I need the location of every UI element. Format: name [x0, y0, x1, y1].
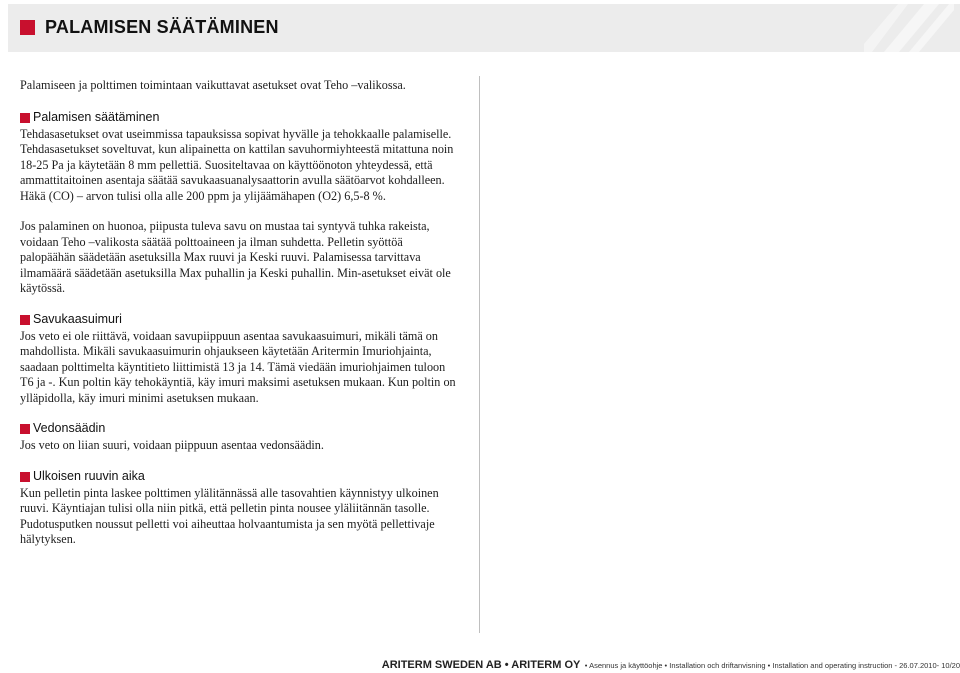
section-heading — [20, 312, 460, 328]
section-vedonsaadin — [20, 421, 460, 454]
section-ulkoisen-ruuvin-aika — [20, 469, 460, 548]
section-title: Vedonsäädin — [33, 421, 106, 436]
body-paragraph: Jos palaminen on huonoa, piipusta tuleva savu on mustaa tai syntyvä tuhka rakeista, voidaan Teho –valikosta säätää polttoaineen ja ilman suhdetta. Pelletin syöttöä palopäähän säädetään asetuksilla Max ruuvi ja Keski ruuvi. Palamisessa tarvittava ilmamäärä säädetään asetuksilla Max puhallin ja Keski puhallin. Min-asetukset eivät ole käytössä. — [20, 219, 451, 295]
section-heading — [20, 421, 460, 437]
header-red-square-icon — [20, 20, 35, 35]
section-savukaasuimuri — [20, 312, 460, 407]
footer-brand: ARITERM SWEDEN AB • ARITERM OY — [381, 659, 581, 671]
watermark-logo-icon — [864, 4, 954, 52]
red-square-icon — [20, 315, 30, 325]
body-paragraph: Tehdasasetukset ovat useimmissa tapauksissa sopivat hyvälle ja tehokkaalle palamiselle. Tehdasasetukset soveltuvat, kun alipainetta on kattilan savuhormiyhteestä mitattuna noin 18-25 Pa ja käytetään 8 mm pellettiä. Suositeltavaa on käyttöönoton yhteydessä, että ammattitaitoinen asentaja säätää savukaasuanalysaattorin avulla säätöarvot kohdalleen. Häkä (CO) – arvon tulisi olla alle 200 ppm ja ylijäämähapen (O2) 6,5-8 %. — [20, 126, 454, 203]
intro-paragraph: Palamiseen ja polttimen toimintaan vaikuttavat asetukset ovat Teho –valikossa. — [20, 78, 406, 92]
page-footer — [0, 655, 960, 671]
section-heading — [20, 469, 460, 485]
page-title: PALAMISEN SÄÄTÄMINEN — [45, 17, 279, 37]
main-content — [20, 78, 460, 563]
section-title: Palamisen säätäminen — [33, 109, 160, 124]
footer-details: • Asennus ja käyttöohje • Installation och driftanvisning • Installation and operating instruction - 26.07.2010- 10/20 — [584, 661, 960, 670]
section-heading — [20, 110, 460, 126]
column-divider — [479, 76, 480, 633]
red-square-icon — [20, 113, 30, 123]
section-palamisen-saataminen — [20, 110, 460, 297]
body-paragraph: Kun pelletin pinta laskee polttimen ylälitännässä alle tasovahtien käynnistyy ulkoinen ruuvi. Käyntiajan tulisi olla niin pitkä, että pelletin pinta nousee yläliitännän tasolle. Pudotusputken noussut pelletti voi aiheuttaa holvaantumista ja sen myötä pellettivaje hälytyksen. — [20, 485, 439, 546]
page-header — [8, 4, 960, 52]
body-paragraph: Jos veto ei ole riittävä, voidaan savupiippuun asentaa savukaasuimuri, mikäli tämä on mahdollista. Mikäli savukaasuimurin ohjaukseen käytetään Aritermin Imuriohjainta, saadaan polttimelta käyntitieto liittimistä 13 ja 14. Tämä viedään imuriohjaimen tuloon T6 ja -. Kun poltin käy tehokäyntiä, käy imuri maksimi asetuksen mukaan. Kun poltin on ylläpidolla, käy imuri minimi asetuksen mukaan. — [20, 328, 456, 405]
section-title: Ulkoisen ruuvin aika — [33, 468, 145, 483]
red-square-icon — [20, 424, 30, 434]
body-paragraph: Jos veto on liian suuri, voidaan piippuun asentaa vedonsäädin. — [20, 438, 324, 452]
red-square-icon — [20, 472, 30, 482]
section-title: Savukaasuimuri — [33, 311, 122, 326]
